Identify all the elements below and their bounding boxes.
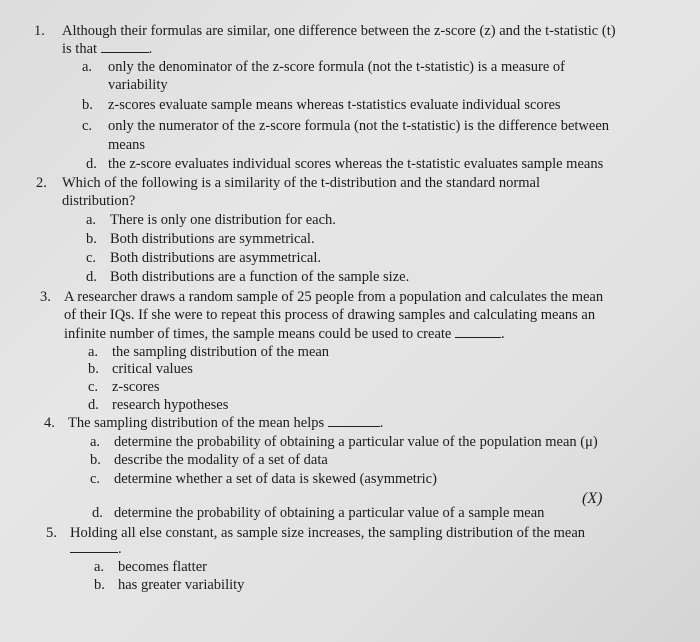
- q3-stem-line1: A researcher draws a random sample of 25 people from a population and calculates the mean: [64, 289, 604, 305]
- q1-option-b-letter: b.: [82, 97, 93, 113]
- q1-option-c-line2: means: [108, 137, 146, 153]
- q2-option-c-letter: c.: [86, 250, 97, 266]
- q2-option-a-letter: a.: [86, 212, 97, 228]
- q3-option-b-text: critical values: [112, 361, 193, 377]
- q2-stem-line1: Which of the following is a similarity of the t-distribution and the standard normal: [62, 175, 540, 191]
- sample-mean-symbol: (X): [582, 490, 603, 507]
- q1-option-b-line1: z-scores evaluate sample means whereas t-statistics evaluate individual scores: [108, 97, 561, 113]
- q1-number: 1.: [34, 23, 45, 39]
- q1-answer-blank: [101, 40, 149, 53]
- q4-option-c-letter: c.: [90, 471, 101, 487]
- q2-option-a-text: There is only one distribution for each.: [110, 212, 336, 228]
- q5-option-b-letter: b.: [94, 577, 105, 593]
- q5-number: 5.: [46, 525, 57, 541]
- q5-answer-blank: [70, 540, 118, 553]
- q4-option-a-text: determine the probability of obtaining a particular value of the population mean (μ): [114, 434, 598, 450]
- q2-stem-line2: distribution?: [62, 193, 136, 209]
- q4-number: 4.: [44, 415, 55, 431]
- q1-option-d-line1: the z-score evaluates individual scores whereas the t-statistic evaluates sample means: [108, 156, 604, 172]
- q3-option-a-letter: a.: [88, 344, 99, 360]
- q4-option-d-text: determine the probability of obtaining a particular value of a sample mean: [114, 505, 545, 521]
- q1-option-a-line1: only the denominator of the z-score formula (not the t-statistic) is a measure of: [108, 59, 566, 75]
- q4-option-d-letter: d.: [92, 505, 103, 521]
- q2-option-c-text: Both distributions are asymmetrical.: [110, 250, 322, 266]
- q1-stem-line2: is that .: [62, 41, 153, 57]
- q5-option-a-letter: a.: [94, 559, 105, 575]
- q5-stem-line1: Holding all else constant, as sample size increases, the sampling distribution of the mean: [70, 525, 586, 541]
- q3-stem-line2: of their IQs. If she were to repeat this process of drawing samples and calculating means an: [64, 307, 596, 323]
- q5-answer-line: .: [70, 540, 122, 558]
- q4-stem-line1: The sampling distribution of the mean helps .: [68, 415, 384, 431]
- q1-option-a-line2: variability: [108, 77, 168, 93]
- q2-option-b-text: Both distributions are symmetrical.: [110, 231, 315, 247]
- q3-option-d-letter: d.: [88, 397, 99, 413]
- q3-number: 3.: [40, 289, 51, 305]
- q1-stem-line1: Although their formulas are similar, one difference between the z-score (z) and the t-statistic (t): [62, 23, 616, 39]
- q2-number: 2.: [36, 175, 47, 191]
- q3-answer-blank: [455, 325, 501, 338]
- q3-option-a-text: the sampling distribution of the mean: [112, 344, 330, 360]
- q3-option-c-letter: c.: [88, 379, 99, 395]
- q2-option-d-text: Both distributions are a function of the sample size.: [110, 269, 410, 285]
- q4-option-b-text: describe the modality of a set of data: [114, 452, 328, 468]
- q1-option-c-line1: only the numerator of the z-score formula (not the t-statistic) is the difference between: [108, 118, 610, 134]
- q3-option-b-letter: b.: [88, 361, 99, 377]
- q2-option-b-letter: b.: [86, 231, 97, 247]
- q3-option-d-text: research hypotheses: [112, 397, 229, 413]
- q4-answer-blank: [328, 414, 380, 427]
- q4-option-c-text: determine whether a set of data is skewed (asymmetric): [114, 471, 437, 487]
- q3-stem-line3: infinite number of times, the sample means could be used to create .: [64, 326, 505, 342]
- q3-option-c-text: z-scores: [112, 379, 160, 395]
- q4-option-b-letter: b.: [90, 452, 101, 468]
- q1-option-a-letter: a.: [82, 59, 93, 75]
- q4-option-a-letter: a.: [90, 434, 101, 450]
- q5-option-a-text: becomes flatter: [118, 559, 207, 575]
- q1-option-d-letter: d.: [86, 156, 97, 172]
- q2-option-d-letter: d.: [86, 269, 97, 285]
- q1-option-c-letter: c.: [82, 118, 93, 134]
- q5-option-b-text: has greater variability: [118, 577, 245, 593]
